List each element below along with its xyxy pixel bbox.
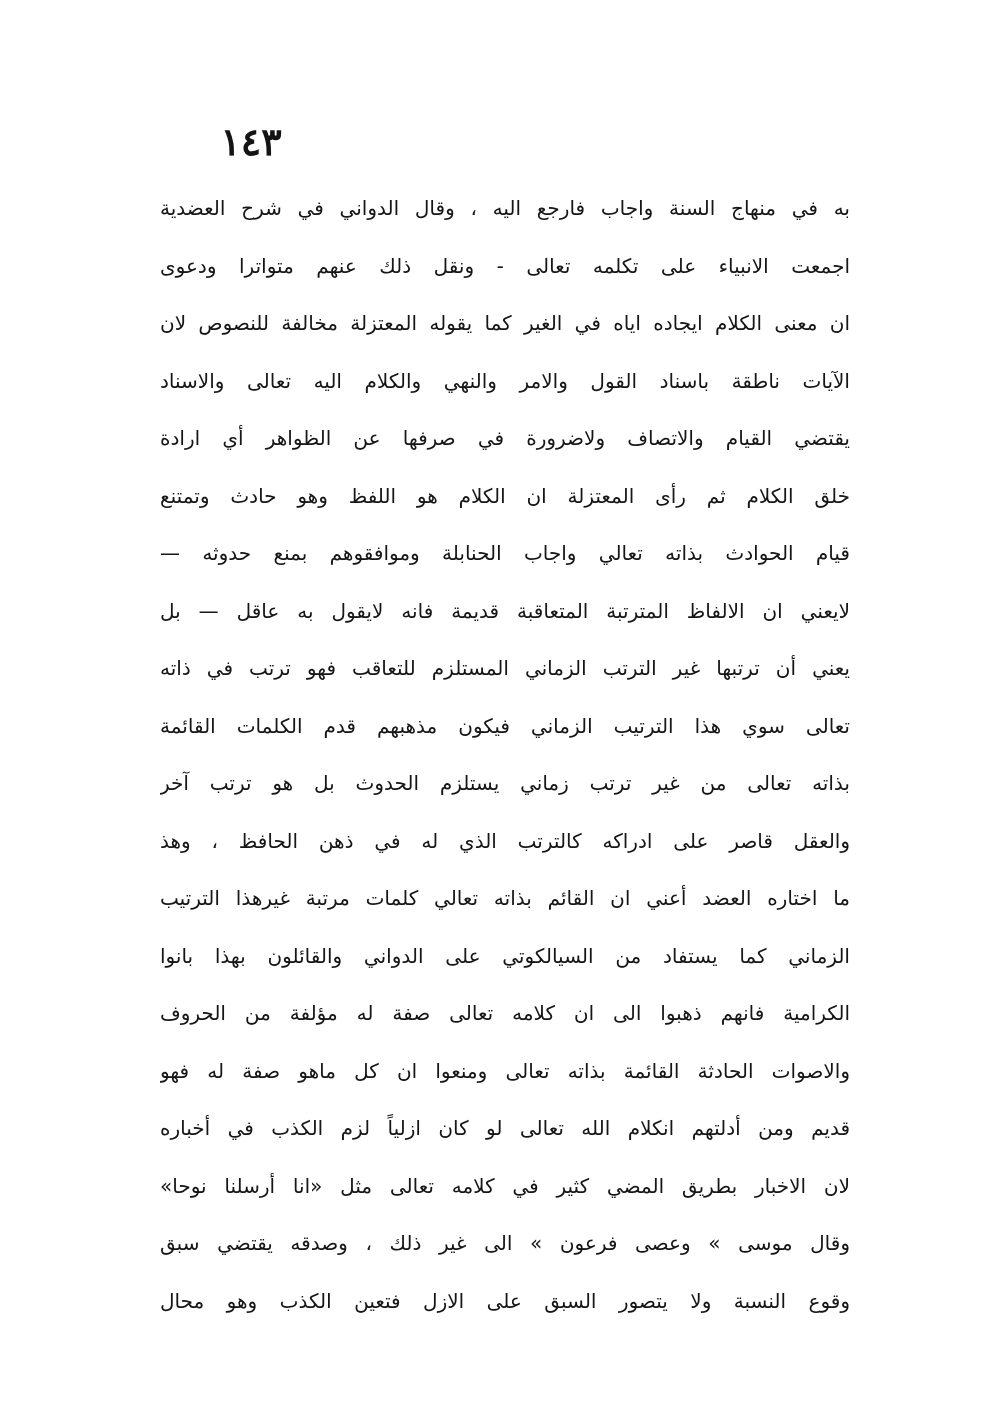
text-line: الآيات ناطقة باسناد القول والامر والنهي والكلام اليه تعالى والاسناد [160, 368, 850, 393]
body-text [160, 180, 850, 1330]
text-line: بذاته تعالى من غير ترتب زماني يستلزم الحدوث بل هو ترتب آخر [160, 771, 850, 795]
text-line: والاصوات الحادثة القائمة بذاته تعالى ومنعوا ان كل ماهو صفة له فهو [160, 1058, 850, 1083]
text-line: ان معنى الكلام ايجاده اياه في الغير كما يقوله المعتزلة مخالفة للنصوص لان [160, 311, 850, 335]
text-line: وقوع النسبة ولا يتصور السبق على الازل فتعين الكذب وهو محال [160, 1288, 850, 1313]
text-line: قديم ومن أدلتهم انكلام الله تعالى لو كان ازلياً لزم الكذب في أخباره [160, 1116, 850, 1140]
text-line: يعني أن ترتبها غير الترتب الزماني المستلزم للتعاقب فهو ترتب في ذاته [160, 656, 850, 680]
text-line: والعقل قاصر على ادراكه كالترتب الذي له في ذهن الحافظ ، وهذ [160, 828, 850, 853]
text-line: الكرامية فانهم ذهبوا الى ان كلامه تعالى صفة له مؤلفة من الحروف [160, 1001, 850, 1025]
text-line: يقتضي القيام والاتصاف ولاضرورة في صرفها عن الظواهر أي ارادة [160, 426, 850, 450]
text-line: الزماني كما يستفاد من السيالكوتي على الدواني والقائلون بهذا بانوا [160, 943, 850, 968]
text-line: تعالى سوي هذا الترتيب الزماني فيكون مذهبهم قدم الكلمات القائمة [160, 713, 850, 738]
text-line: خلق الكلام ثم رأى المعتزلة ان الكلام هو اللفظ وهو حادث وتمتنع [160, 483, 850, 508]
text-line: اجمعت الانبياء على تكلمه تعالى - ونقل ذلك عنهم متواترا ودعوى [160, 253, 850, 278]
text-line: لان الاخبار بطريق المضي كثير في كلامه تعالى مثل «انا أرسلنا نوحا» [160, 1173, 850, 1198]
text-line: به في منهاج السنة واجاب فارجع اليه ، وقال الدواني في شرح العضدية [160, 196, 850, 220]
text-line: لايعني ان الالفاظ المترتبة المتعاقبة قديمة فانه لايقول به عاقل — بل [160, 598, 850, 623]
page-number: ١٤٣ [220, 119, 282, 164]
text-line: وقال موسى » وعصى فرعون » الى غير ذلك ، وصدقه يقتضي سبق [160, 1231, 850, 1255]
text-line: قيام الحوادث بذاته تعالي واجاب الحنابلة وموافقوهم بمنع حدوثه — [160, 541, 850, 565]
text-line: ما اختاره العضد أعني ان القائم بذاته تعالي كلمات مرتبة غيرهذا الترتيب [160, 886, 850, 910]
